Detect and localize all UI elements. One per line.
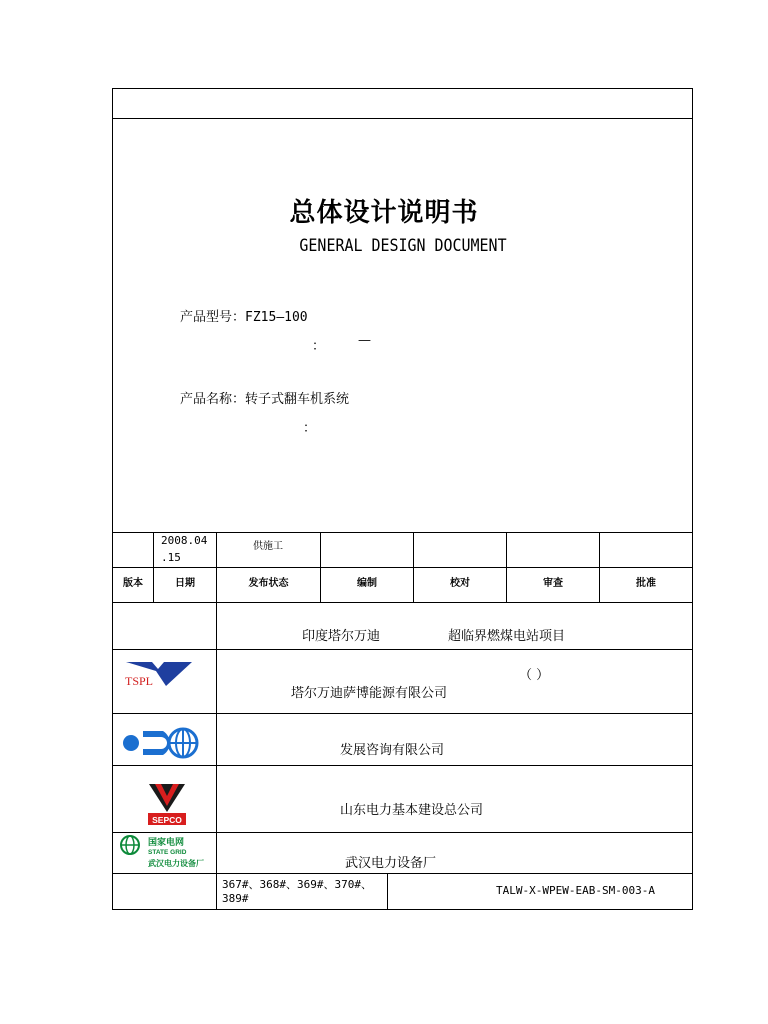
product-model-label: 产品型号：: [180, 310, 246, 325]
document-title-english: GENERAL DESIGN DOCUMENT: [299, 236, 507, 256]
product-name: [180, 388, 349, 407]
revision-bottom-rule: [112, 602, 693, 603]
revision-date-line1: 2008.04: [161, 534, 208, 547]
owner-rule: [112, 713, 693, 714]
state-grid-cn: 国家电网: [148, 838, 185, 848]
header-approved: 批准: [636, 578, 656, 589]
header-reviewed: 审查: [543, 578, 563, 589]
header-checked: 校对: [450, 578, 470, 589]
name-sub-colon: ：: [303, 421, 317, 436]
document-title: 总体设计说明书: [289, 198, 479, 228]
revision-date-line2: .15: [161, 551, 181, 564]
manufacturer-name: 武汉电力设备厂: [345, 856, 437, 871]
top-rule: [112, 118, 693, 119]
footer-col-divider: [387, 873, 388, 910]
contractor-name: 山东电力基本建设总公司: [340, 803, 484, 818]
contractor-rule: [112, 832, 693, 833]
rev-col-divider: [320, 532, 321, 602]
product-name-label: 产品名称：: [180, 392, 246, 407]
sepco-logo-text: SEPCO: [152, 815, 182, 825]
model-sub-dash: —: [358, 333, 371, 348]
revision-mid-rule: [112, 567, 693, 568]
header-status: 发布状态: [248, 578, 289, 589]
project-rule: [112, 649, 693, 650]
revision-status: 供施工: [253, 541, 283, 552]
tspl-logo: [122, 659, 196, 689]
manufacturer-rule: [112, 873, 693, 874]
unit-numbers-line1: 367#、368#、369#、370#、: [222, 878, 372, 891]
document-number: TALW-X-WPEW-EAB-SM-003-A: [496, 884, 655, 897]
header-version: 版本: [123, 578, 143, 589]
state-grid-factory: 武汉电力设备厂: [148, 859, 204, 868]
state-grid-logo: [118, 834, 218, 872]
state-grid-en: STATE GRID: [148, 849, 187, 856]
owner-paren: （ ）: [519, 668, 550, 683]
consultant-name: 发展咨询有限公司: [340, 743, 445, 758]
header-prepared: 编制: [357, 578, 377, 589]
rev-col-divider: [506, 532, 507, 602]
rev-col-divider: [413, 532, 414, 602]
rev-col-divider: [153, 532, 154, 602]
unit-numbers-line2: 389#: [222, 892, 249, 905]
project-location: 印度塔尔万迪: [302, 629, 381, 644]
product-name-value: 转子式翻车机系统: [245, 392, 350, 407]
header-date: 日期: [175, 578, 195, 589]
rev-col-divider: [599, 532, 600, 602]
product-model: [180, 306, 308, 325]
owner-name: 塔尔万迪萨博能源有限公司: [291, 686, 448, 701]
consultant-logo: [119, 725, 203, 761]
sepco-logo: [147, 782, 187, 826]
product-model-value: FZ15—100: [245, 310, 308, 325]
model-sub-colon: ：: [312, 339, 326, 354]
project-title: 超临界燃煤电站项目: [448, 629, 566, 644]
revision-top-rule: [112, 532, 693, 533]
tspl-logo-text: TSPL: [125, 674, 154, 688]
consultant-rule: [112, 765, 693, 766]
